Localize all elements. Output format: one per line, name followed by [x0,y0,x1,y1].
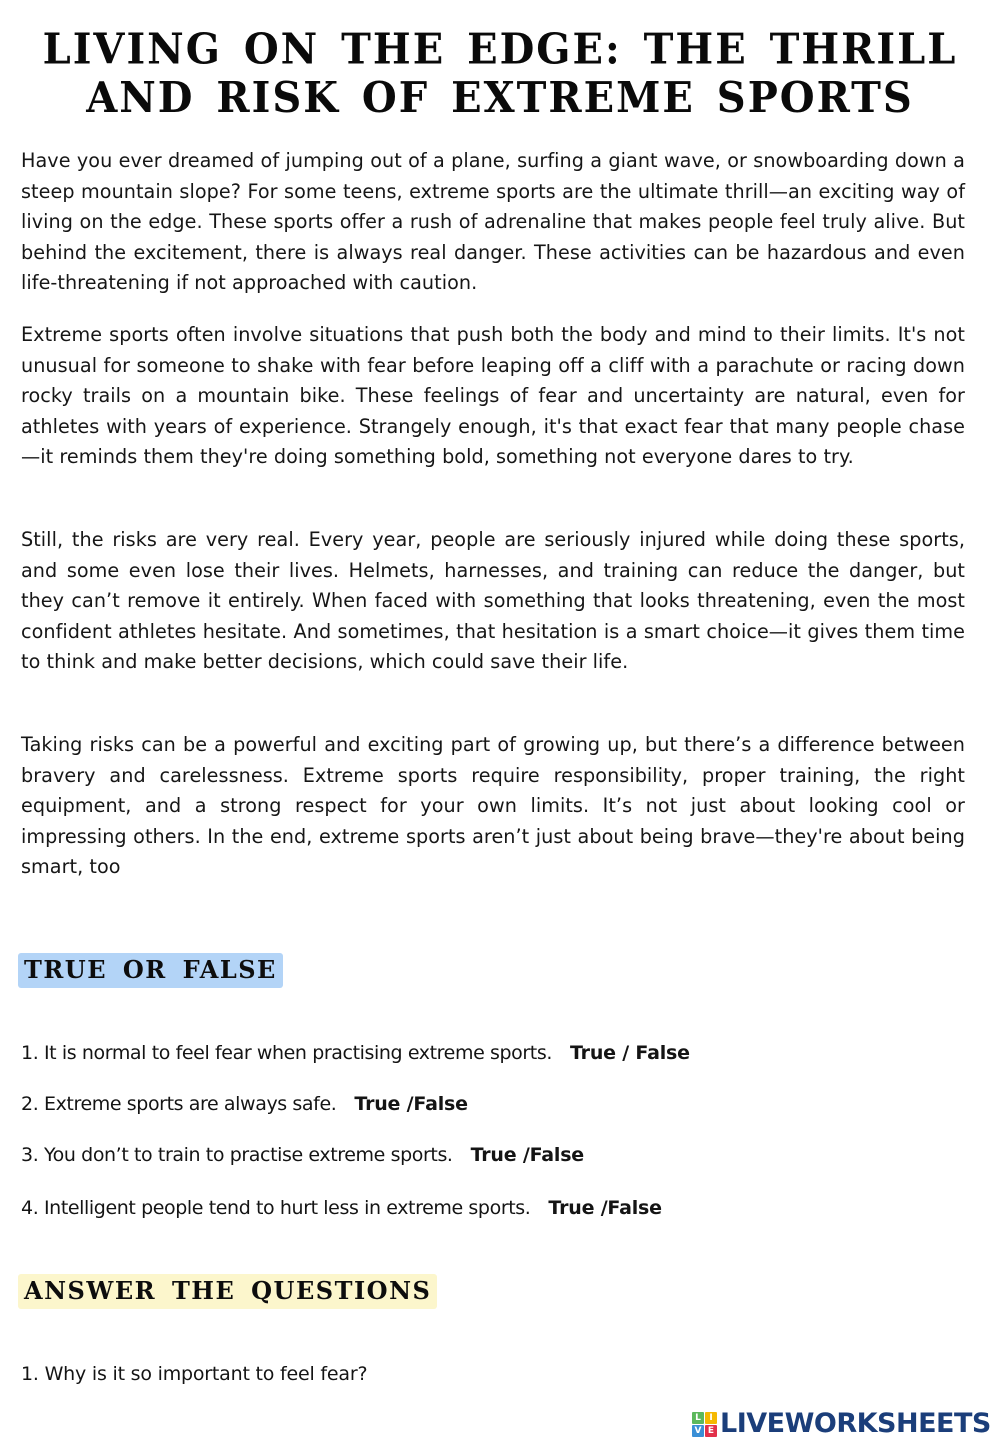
true-false-heading: TRUE OR FALSE [18,953,283,988]
statement-text: 1. It is normal to feel fear when practising extreme sports. [21,1042,552,1064]
title-line-1: LIVING ON THE EDGE: THE THRILL [42,24,958,74]
answer-questions-heading: ANSWER THE QUESTIONS [18,1274,437,1309]
true-false-answer[interactable]: True /False [354,1093,468,1115]
logo-tile-i: I [705,1412,717,1424]
title-line-2: AND RISK OF EXTREME SPORTS [86,72,914,123]
logo-wordmark: LIVEWORKSHEETS [720,1408,991,1439]
true-false-item [21,1142,584,1168]
open-question-1: 1. Why is it so important to feel fear? [21,1363,368,1385]
statement-text: 4. Intelligent people tend to hurt less in extreme sports. [21,1197,531,1219]
liveworksheets-logo [692,1410,991,1438]
true-false-item [21,1040,690,1066]
statement-text: 2. Extreme sports are always safe. [21,1093,337,1115]
true-false-item [21,1195,662,1221]
true-false-answer[interactable]: True /False [548,1197,662,1219]
reading-paragraph-3: Still, the risks are very real. Every year, people are seriously injured while doing these sports, and some even lose their lives. Helmets, harnesses, and training can reduce the danger, but they can’t remove it entirely. When faced with something that looks threatening, even the most confident athletes hesitate. And sometimes, that hesitation is a smart choice—it gives them time to think and make better decisions, which could save their life. [21,528,965,674]
true-false-answer[interactable]: True / False [569,1042,690,1064]
reading-paragraph-2: Extreme sports often involve situations that push both the body and mind to their limits. It's not unusual for someone to shake with fear before leaping off a cliff with a parachute or racing down rocky trails on a mountain bike. These feelings of fear and uncertainty are natural, even for athletes with years of experience. Strangely enough, it's that exact fear that many people chase—it reminds them they're doing something bold, something not everyone dares to try. [21,323,965,469]
logo-tiles-icon [692,1412,717,1437]
statement-text: 3. You don’t to train to practise extreme sports. [21,1144,453,1166]
true-false-item [21,1091,468,1117]
reading-paragraph-4: Taking risks can be a powerful and exciting part of growing up, but there’s a difference between bravery and carelessness. Extreme sports require responsibility, proper training, the right equipment, and a strong respect for your own limits. It’s not just about looking cool or impressing others. In the end, extreme sports aren’t just about being brave—they're about being smart, too [21,733,965,879]
logo-tile-l: L [692,1412,704,1424]
logo-tile-e: E [705,1425,717,1437]
true-false-answer[interactable]: True /False [470,1144,584,1166]
reading-paragraph-1: Have you ever dreamed of jumping out of a plane, surfing a giant wave, or snowboarding down a steep mountain slope? For some teens, extreme sports are the ultimate thrill—an exciting way of living on the edge. These sports offer a rush of adrenaline that makes people feel truly alive. But behind the excitement, there is always real danger. These activities can be hazardous and even life-threatening if not approached with caution. [21,149,965,295]
worksheet-title [40,26,960,123]
logo-tile-v: V [692,1425,704,1437]
